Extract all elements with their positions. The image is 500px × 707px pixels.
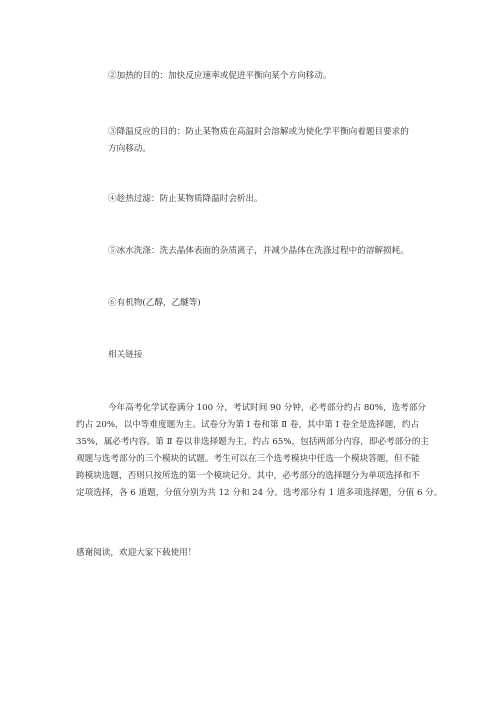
exam-info-line: 约占 20%，以中等难度题为主。试卷分为第 Ⅰ 卷和第 Ⅱ 卷，其中第 Ⅰ 卷全是选择题，约占	[76, 420, 420, 430]
item-hot-filtration: ④趁热过滤：防止某物质降温时会析出。	[108, 194, 263, 204]
exam-info-line: 今年高考化学试卷满分 100 分，考试时间 90 分钟，必考部分约占 80%，选考部分	[108, 403, 426, 413]
related-link[interactable]: 相关链接	[108, 350, 143, 360]
exam-info-line: 观题与选考部分的三个模块的试题。考生可以在三个选考模块中任选一个模块答题，但不能	[76, 454, 420, 464]
exam-info-line: 跨模块选题，否则只按所选的第一个模块记分。其中，必考部分的选择题分为单项选择和不	[76, 471, 420, 481]
item-ice-water-washing: ⑤冰水洗涤：洗去晶体表面的杂质离子，并减少晶体在洗涤过程中的溶解损耗。	[108, 246, 409, 256]
closing-thanks: 感谢阅读，欢迎大家下载使用！	[76, 548, 197, 558]
exam-info-paragraph	[76, 400, 442, 502]
exam-info-line: 定项选择，各 6 道题，分值分别为共 12 分和 24 分。选考部分有 1 道多项选择题，分值 6 分。	[76, 488, 443, 498]
item-heating-purpose: ②加热的目的：加快反应速率或促进平衡向某个方向移动。	[108, 71, 332, 81]
exam-info-line: 35%，属必考内容。第 Ⅱ 卷以非选择题为主，约占 65%，包括两部分内容，即必考部分的主	[76, 437, 430, 447]
item-cooling-purpose-line-1: ③降温反应的目的：防止某物质在高温时会溶解或为使化学平衡向着题目要求的	[108, 127, 409, 137]
item-organic-solvents: ⑥有机物(乙醇，乙醚等)	[108, 298, 201, 308]
item-cooling-purpose	[108, 124, 409, 158]
item-cooling-purpose-line-2: 方向移动。	[108, 144, 151, 154]
